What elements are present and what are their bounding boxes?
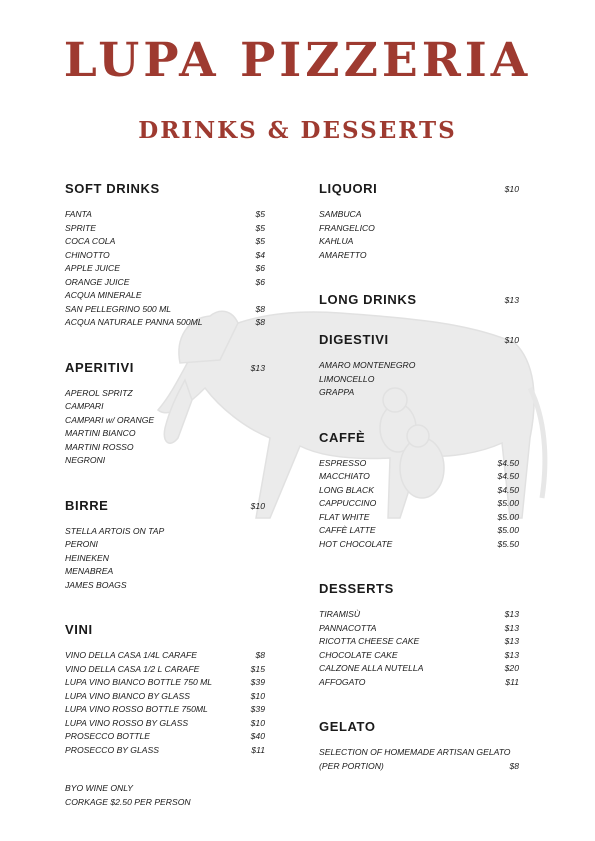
item-name: FRANGELICO	[319, 222, 375, 233]
item-price: $15	[250, 663, 265, 674]
item-price: $5	[255, 209, 265, 219]
section-title: CAFFÈ	[319, 429, 366, 445]
menu-item	[65, 289, 265, 303]
item-name: JAMES BOAGS	[65, 579, 127, 590]
item-price: $10	[250, 690, 265, 701]
item-name: ACQUA NATURALE PANNA 500ML	[65, 317, 203, 327]
left-column	[65, 178, 265, 809]
menu-item	[319, 373, 519, 387]
menu-item	[319, 608, 519, 622]
item-price: $8	[255, 303, 265, 314]
menu-item	[65, 414, 265, 428]
item-name: CAMPARI w/ ORANGE	[65, 414, 155, 425]
menu-item	[65, 565, 265, 579]
item-name: HEINEKEN	[65, 552, 109, 563]
section-title: DIGESTIVI	[319, 332, 389, 347]
menu-item	[319, 662, 519, 676]
item-price: $4.50	[497, 484, 519, 495]
item-name: NEGRONI	[65, 455, 106, 465]
right-column	[319, 178, 519, 800]
menu-item	[65, 276, 265, 290]
item-name: STELLA ARTOIS ON TAP	[65, 525, 165, 536]
page-subtitle: DRINKS & DESSERTS	[138, 117, 457, 144]
item-name: LUPA VINO BIANCO BOTTLE 750 ML	[65, 677, 213, 687]
menu-item	[65, 400, 265, 414]
item-name: SELECTION OF HOMEMADE ARTISAN GELATO	[319, 747, 511, 757]
menu-item	[65, 579, 265, 593]
item-name: AMARO MONTENEGRO	[319, 360, 416, 370]
item-name: LUPA VINO BIANCO BY GLASS	[65, 690, 190, 701]
menu-item	[65, 552, 265, 566]
menu-item	[65, 427, 265, 441]
section-price: $10	[504, 184, 519, 194]
item-price: $39	[250, 677, 265, 687]
menu-item	[319, 249, 519, 263]
item-name: FANTA	[65, 209, 92, 219]
menu-item	[319, 235, 519, 249]
item-price: $8	[509, 760, 519, 771]
menu-item	[65, 387, 265, 401]
menu-item	[65, 235, 265, 249]
section-desserts	[319, 578, 519, 689]
menu-item	[65, 208, 265, 222]
item-price: $11	[505, 676, 519, 687]
menu-item	[319, 359, 519, 373]
item-name: MARTINI BIANCO	[65, 428, 136, 438]
menu-item	[319, 649, 519, 663]
item-name: CAMPARI	[65, 401, 104, 411]
section-price: $10	[504, 335, 519, 345]
item-name: PANNACOTTA	[319, 622, 377, 633]
menu-item	[319, 746, 519, 760]
item-name: COCA COLA	[65, 236, 116, 246]
menu-item	[319, 676, 519, 690]
section-price: $13	[250, 362, 265, 373]
item-price: $6	[255, 276, 265, 287]
item-name: LUPA VINO ROSSO BY GLASS	[65, 717, 189, 728]
menu-item	[65, 538, 265, 552]
menu-item	[65, 454, 265, 468]
section-title: LONG DRINKS	[319, 292, 417, 307]
menu-item	[65, 649, 265, 663]
page-title: LUPA PIZZERIA	[63, 33, 532, 88]
item-name: CAFFÈ LATTE	[319, 525, 376, 535]
item-name: VINO DELLA CASA 1/2 L CARAFE	[65, 663, 200, 674]
item-name: APEROL SPRITZ	[65, 387, 133, 398]
menu-item	[319, 524, 519, 538]
item-name: FLAT WHITE	[319, 511, 370, 522]
item-name: PROSECCO BOTTLE	[65, 731, 150, 741]
menu-item	[319, 222, 519, 236]
section-title: LIQUORI	[319, 181, 378, 196]
item-name: SPRITE	[65, 222, 97, 233]
item-name: SAMBUCA	[319, 209, 362, 219]
menu-item	[319, 760, 519, 774]
item-price: $5	[255, 236, 265, 246]
section-long-drinks	[319, 289, 519, 311]
menu-item	[65, 676, 265, 690]
item-name: AMARETTO	[319, 249, 367, 260]
item-name: MENABREA	[65, 566, 114, 576]
item-name: ESPRESSO	[319, 457, 367, 468]
item-price: $6	[255, 263, 265, 273]
item-name: (PER PORTION)	[319, 760, 384, 771]
item-name: SAN PELLEGRINO 500 ML	[65, 303, 172, 314]
item-price: $39	[250, 704, 265, 714]
item-name: LUPA VINO ROSSO BOTTLE 750ML	[65, 704, 208, 714]
section-caffe	[319, 427, 519, 552]
section-birre	[65, 495, 265, 593]
item-price: $8	[255, 317, 265, 327]
item-price: $13	[504, 649, 519, 660]
menu-item	[65, 703, 265, 717]
section-soft-drinks	[65, 178, 265, 330]
item-name: KAHLUA	[319, 236, 354, 246]
item-name: PROSECCO BY GLASS	[65, 744, 159, 755]
item-price: $4	[255, 249, 265, 260]
section-title: SOFT DRINKS	[65, 181, 160, 196]
item-price: $5	[255, 222, 265, 233]
item-name: ORANGE JUICE	[65, 276, 130, 287]
section-price: $13	[504, 295, 519, 305]
item-name: LIMONCELLO	[319, 373, 375, 384]
item-price: $8	[255, 650, 265, 660]
menu-item	[319, 208, 519, 222]
menu-item	[65, 663, 265, 677]
menu-item	[319, 538, 519, 552]
section-title: APERITIVI	[65, 359, 134, 375]
item-price: $4.50	[497, 471, 519, 481]
menu-item	[65, 249, 265, 263]
item-name: GRAPPA	[319, 387, 355, 397]
item-name: PERONI	[65, 539, 98, 549]
item-name: MARTINI ROSSO	[65, 441, 134, 452]
section-digestivi	[319, 329, 519, 400]
section-aperitivi	[65, 357, 265, 468]
item-name: LONG BLACK	[319, 484, 374, 495]
menu-item	[65, 441, 265, 455]
item-price: $20	[504, 663, 519, 673]
item-price: $13	[504, 609, 519, 619]
menu-item	[319, 497, 519, 511]
section-title: DESSERTS	[319, 581, 394, 596]
item-name: ACQUA MINERALE	[65, 290, 142, 300]
menu-item	[65, 690, 265, 704]
item-name: TIRAMISÙ	[319, 609, 361, 619]
section-gelato	[319, 716, 519, 773]
menu-item	[65, 262, 265, 276]
item-price: $13	[504, 622, 519, 633]
menu-item	[65, 222, 265, 236]
section-price: $10	[250, 500, 265, 511]
item-price: $5.50	[497, 538, 519, 549]
section-title: GELATO	[319, 719, 376, 734]
menu-item	[319, 511, 519, 525]
menu-item	[65, 744, 265, 758]
menu-item	[65, 303, 265, 317]
item-name: AFFOGATO	[319, 676, 366, 687]
item-name: CAPPUCCINO	[319, 498, 377, 508]
section-title: BIRRE	[65, 497, 109, 513]
item-name: CHOCOLATE CAKE	[319, 649, 398, 660]
item-price: $4.50	[497, 457, 519, 468]
menu-item	[319, 470, 519, 484]
item-price: $10	[250, 717, 265, 728]
menu-item	[65, 717, 265, 731]
note-line: CORKAGE $2.50 PER PERSON	[65, 796, 191, 807]
byo-notes	[65, 782, 265, 809]
item-name: CHINOTTO	[65, 249, 110, 260]
menu-item	[319, 386, 519, 400]
item-name: RICOTTA CHEESE CAKE	[319, 636, 420, 646]
note-line: BYO WINE ONLY	[65, 783, 133, 793]
section-liquori	[319, 178, 519, 262]
item-price: $5.00	[497, 511, 519, 522]
item-name: CALZONE ALLA NUTELLA	[319, 663, 424, 673]
menu-item	[65, 730, 265, 744]
item-price: $40	[250, 731, 265, 741]
menu-item	[319, 635, 519, 649]
menu-item	[319, 457, 519, 471]
item-name: APPLE JUICE	[65, 263, 120, 273]
menu-item	[319, 622, 519, 636]
section-title: VINI	[65, 622, 93, 637]
item-price: $11	[251, 744, 265, 755]
item-name: VINO DELLA CASA 1/4L CARAFE	[65, 650, 197, 660]
item-price: $5.00	[497, 498, 519, 508]
menu-item	[319, 484, 519, 498]
item-name: HOT CHOCOLATE	[319, 538, 393, 549]
item-price: $13	[504, 636, 519, 646]
item-price: $5.00	[497, 525, 519, 535]
menu-item	[65, 525, 265, 539]
menu-item	[65, 316, 265, 330]
item-name: MACCHIATO	[319, 471, 370, 481]
section-vini	[65, 619, 265, 757]
